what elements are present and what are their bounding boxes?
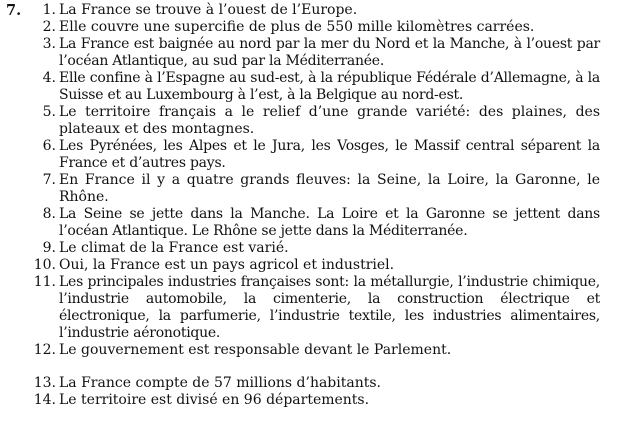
list-item [32, 274, 600, 342]
item-number: 9. [42, 240, 56, 256]
list-item [32, 342, 600, 359]
item-number: 12. [33, 342, 56, 358]
item-number: 10. [33, 257, 56, 273]
item-text: Les principales industries françaises sont: la métallurgie, l’industrie chimique, l’industrie automobile, la cimenterie, la construction électrique et électronique, la parfumerie, l’industrie textile, les industries alimentaires, l’industrie aéronotique. [59, 274, 600, 341]
item-text: La Seine se jette dans la Manche. La Loire et la Garonne se jettent dans l’océan Atlantique. Le Rhône se jette dans la Méditerranée. [59, 206, 600, 239]
item-text: Le gouvernement est responsable devant le Parlement. [59, 342, 452, 358]
item-text: En France il y a quatre grands fleuves: la Seine, la Loire, la Garonne, le Rhône. [59, 172, 600, 205]
item-text: Le territoire est divisé en 96 départements. [59, 392, 370, 408]
item-number: 11. [33, 274, 56, 290]
item-text: La France est baignée au nord par la mer du Nord et la Manche, à l’ouest par l’océan Atlantique, au sud par la Méditerranée. [59, 36, 600, 69]
item-text: Elle couvre une supercifie de plus de 550 mille kilomètres carrées. [59, 19, 535, 35]
list-item [32, 104, 600, 138]
list-item [32, 392, 600, 409]
list-item [32, 206, 600, 240]
item-number: 8. [42, 206, 56, 222]
item-number: 14. [33, 392, 56, 408]
answer-list [32, 2, 600, 409]
item-text: Le climat de la France est varié. [59, 240, 289, 256]
item-text: Le territoire français a le relief d’une grande variété: des plaines, des plateaux et des montagnes. [59, 104, 600, 137]
list-item [32, 375, 600, 392]
list-item [32, 19, 600, 36]
list-item [32, 172, 600, 206]
item-number: 3. [42, 36, 56, 52]
item-text: Elle confine à l’Espagne au sud-est, à la république Fédérale d’Allemagne, à la Suisse et au Luxembourg à l’est, à la Belgique au nord-est. [59, 70, 600, 103]
list-item [32, 36, 600, 70]
item-text: La France compte de 57 millions d’habitants. [59, 375, 381, 391]
item-number: 2. [42, 19, 56, 35]
item-number: 5. [42, 104, 56, 120]
list-item [32, 70, 600, 104]
exercise-number: 7. [6, 2, 22, 19]
list-item [32, 2, 600, 19]
list-item [32, 138, 600, 172]
item-number: 1. [42, 2, 56, 18]
item-number: 6. [42, 138, 56, 154]
item-text: La France se trouve à l’ouest de l’Europe. [59, 2, 358, 18]
list-item [32, 257, 600, 274]
list-item [32, 240, 600, 257]
item-text: Les Pyrénées, les Alpes et le Jura, les Vosges, le Massif central séparent la France et d’autres pays. [59, 138, 600, 171]
item-text: Oui, la France est un pays agricol et industriel. [59, 257, 395, 273]
item-number: 7. [42, 172, 56, 188]
item-number: 13. [33, 375, 56, 391]
item-number: 4. [42, 70, 56, 86]
